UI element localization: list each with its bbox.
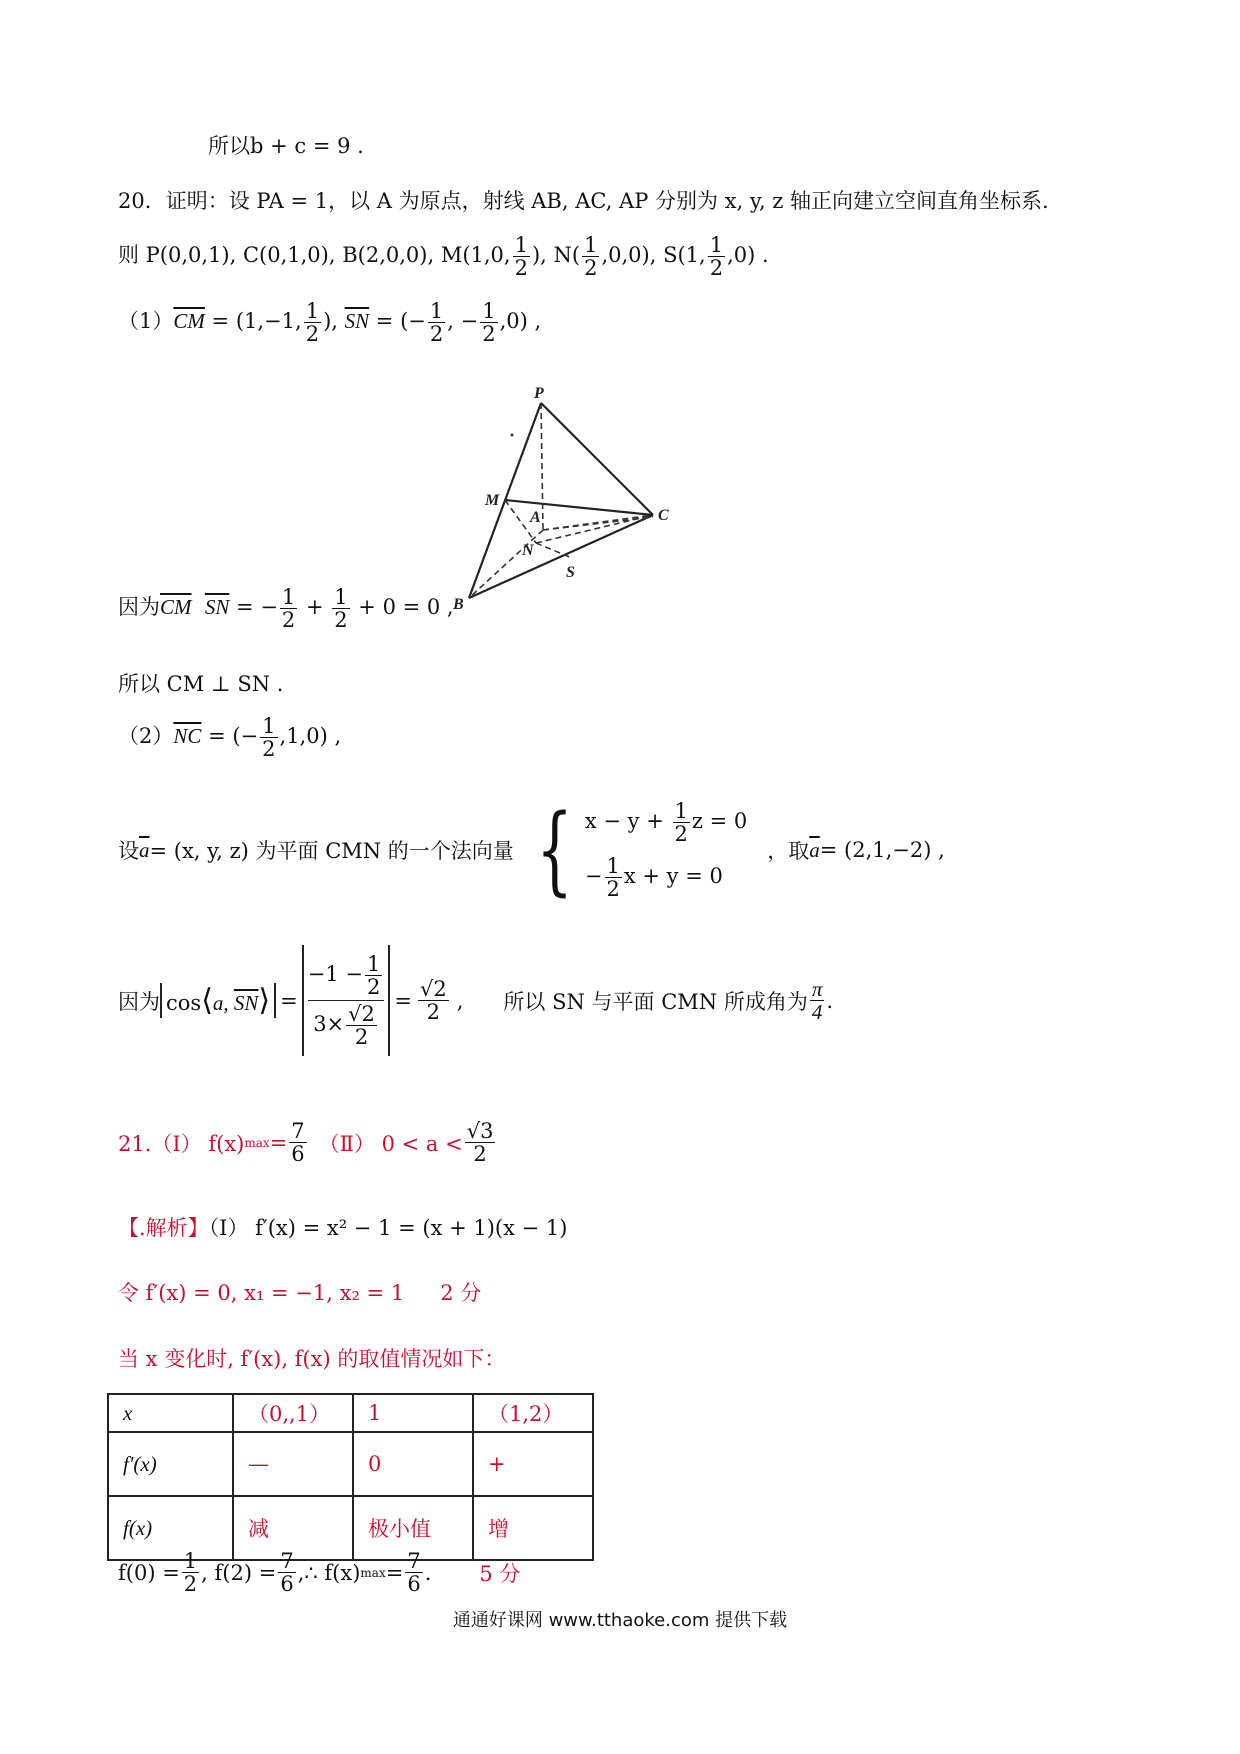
page-footer: 通通好课网 www.tthaoke.com 提供下载 [452, 1610, 788, 1631]
table-row: f′(x) — 0 + [108, 1432, 593, 1496]
problem-21-answer: 21.（Ⅰ） f(x) max = $\frac{7}{6}$ （Ⅱ） 0 < a < $\frac{√3}{2}$ [118, 1119, 494, 1167]
label-b: B [453, 596, 464, 613]
fraction: $\frac{1}{2}$ [584, 233, 598, 281]
perpendicular-line: 所以 CM ⊥ SN . [118, 672, 284, 696]
fraction: $\frac{7}{6}$ [291, 1119, 305, 1167]
fraction: $\frac{1}{2}$ [183, 1549, 198, 1597]
text-line-1: 所以b + c = 9 . [208, 134, 364, 158]
fraction: $\frac{7}{6}$ [280, 1549, 294, 1597]
fraction: $\frac{√2}{2}$ [419, 977, 447, 1025]
fraction: $\frac{1}{2}$ [366, 952, 381, 1000]
part-2-vector: $(2)\overline{NC}$ = (− $\frac{1}{2}$ ,1,0) , [118, 714, 342, 762]
max-value-line: f(0) = $\frac{1}{2}$ , f(2) = $\frac{7}{6}$ ,∴ f(x) max = $\frac{7}{6}$ . 5 分 [118, 1549, 521, 1597]
fraction: $\frac{\pi}{4}$ [811, 977, 823, 1025]
cosine-line: 因为 cos⟨a, $\overline{SN}⟩$ = −1 − $\frac{1}{2}$ 3× $\frac{√2}{2}$ = $\frac{√2}{2}$ , 所以 SN 与平面 CMN 所成角为 $\frac{\pi}{4}$ . [118, 945, 833, 1056]
part-1-vectors: $(1)\overline{CM} = (1,-1$, $\frac{1}{2}$ ), $\overline{SN}$ = (− $\frac{1}{2}$ , − $\frac{1}{2}$ ,0) , [118, 299, 542, 347]
fraction: $\frac{1}{2}$ [334, 585, 348, 633]
score-badge: 2 分 [440, 1281, 482, 1305]
table-intro: 当 x 变化时, f′(x), f(x) 的取值情况如下： [118, 1347, 506, 1371]
label-c: C [658, 507, 669, 524]
table-row: f(x) 减 极小值 增 [108, 1496, 593, 1560]
fraction: $\frac{1}{2}$ [429, 299, 444, 347]
fraction: $\frac{1}{2}$ [674, 799, 688, 847]
fraction: $\frac{1}{2}$ [709, 233, 724, 281]
fraction: $\frac{1}{2}$ [305, 299, 320, 347]
dot-product-line: 因为$\overline{CM}$ $\overline{SN}$ = − $\frac{1}{2}$ + $\frac{1}{2}$ + 0 = 0 , [118, 585, 454, 633]
analysis-line: 【.解析】（Ⅰ） f′(x) = x² − 1 = (x + 1)(x − 1) [118, 1216, 568, 1240]
score-badge: 5 分 [479, 1561, 521, 1586]
label-a: A [530, 509, 541, 526]
label-p: P [534, 385, 544, 402]
coordinates-line: 则 P(0,0,1), C(0,1,0), B(2,0,0), M(1,0, $\frac{1}{2}$ ), N( $\frac{1}{2}$ ,0,0), S(1, $\frac{1}{2}$ ,0) . [118, 233, 769, 281]
fraction: $\frac{1}{2}$ [262, 714, 276, 762]
equation-system: { x − y + $\frac{1}{2}$ z = 0 − $\frac{1}{2}$ x + y = 0 [536, 794, 748, 907]
variation-table [107, 1393, 594, 1561]
normal-vector-line: 设 $\overline{a}$ = (x, y, z) 为平面 CMN 的一个法向量 { x − y + $\frac{1}{2}$ z = 0 − $\frac{1}{2}$ x + y = 0 ，取 $\overline{a}$ = (2,1,−2) , [118, 794, 945, 907]
label-s: S [566, 564, 575, 581]
fraction: $\frac{1}{2}$ [606, 854, 620, 902]
fraction: $\frac{7}{6}$ [407, 1549, 421, 1597]
fraction: $\frac{1}{2}$ [482, 299, 496, 347]
fraction: $\frac{1}{2}$ [514, 233, 528, 281]
fraction: $\frac{√3}{2}$ [466, 1119, 494, 1167]
fraction: $\frac{1}{2}$ [281, 585, 296, 633]
problem-20-header: 20．证明：设 PA = 1，以 A 为原点，射线 AB, AC, AP 分别为 x, y, z 轴正向建立空间直角坐标系. [118, 189, 1049, 213]
fraction: $\frac{√2}{2}$ [348, 1002, 375, 1050]
table-row: x （0,,1） 1 （1,2） [108, 1394, 593, 1432]
critical-points-line: 令 f′(x) = 0, x₁ = −1, x₂ = 1 2 分 [118, 1281, 482, 1305]
label-n: N [522, 542, 534, 559]
label-m: M [485, 492, 500, 509]
analysis-tag: 【.解析】 [118, 1216, 209, 1240]
tetrahedron-figure [440, 380, 700, 620]
